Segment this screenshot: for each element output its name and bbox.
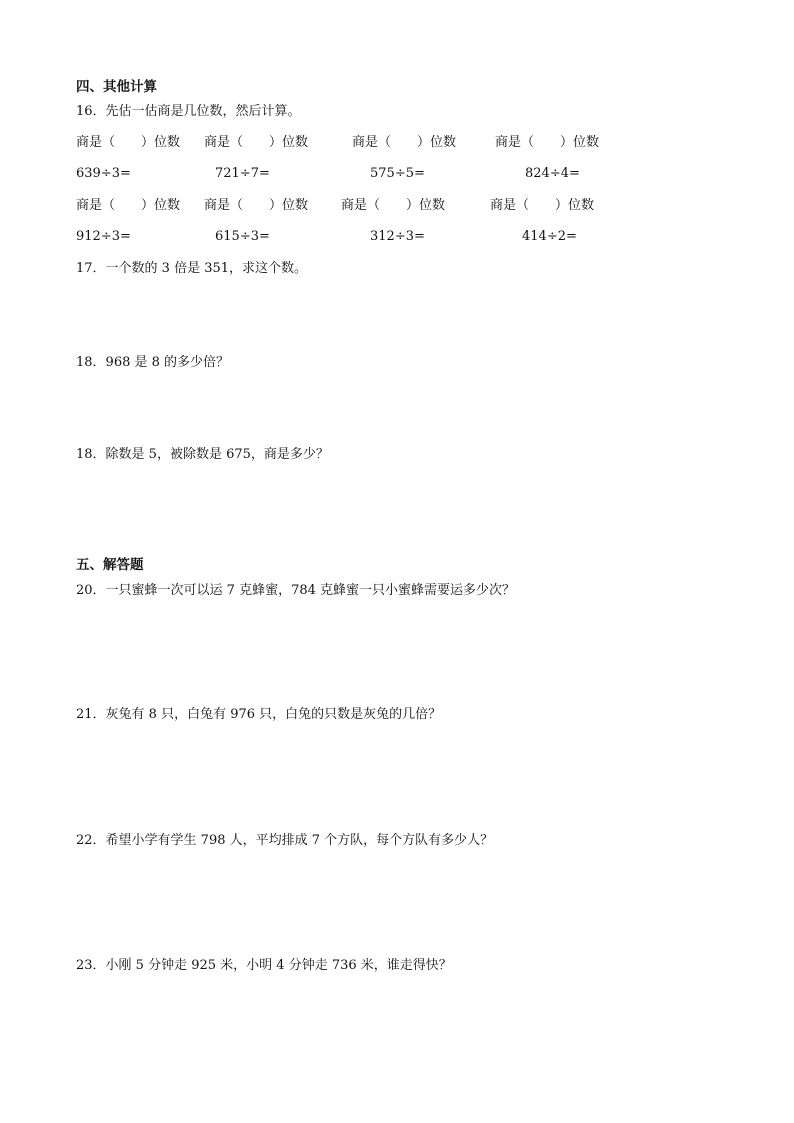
- q16-row2-expr-3: 312÷3=: [370, 229, 425, 244]
- section-4-heading: 四、其他计算: [76, 79, 157, 95]
- q16-row2-label-2: 商是（ ）位数: [204, 198, 309, 213]
- question-20: 20．一只蜜蜂一次可以运 7 克蜂蜜，784 克蜂蜜一只小蜜蜂需要运多少次？: [76, 583, 516, 598]
- q16-row1-label-1: 商是（ ）位数: [76, 135, 181, 150]
- q16-row2-expr-4: 414÷2=: [522, 229, 577, 244]
- question-16-prompt: 16．先估一估商是几位数，然后计算。: [76, 104, 301, 119]
- q16-row1-expr-4: 824÷4=: [525, 166, 580, 181]
- q16-row1-label-4: 商是（ ）位数: [495, 135, 600, 150]
- question-18b: 18．除数是 5，被除数是 675，商是多少？: [76, 447, 329, 462]
- q16-row2-label-1: 商是（ ）位数: [76, 198, 181, 213]
- question-23: 23．小刚 5 分钟走 925 米，小明 4 分钟走 736 米，谁走得快？: [76, 958, 452, 973]
- q16-row1-expr-1: 639÷3=: [76, 166, 131, 181]
- q16-row1-label-3: 商是（ ）位数: [352, 135, 457, 150]
- q16-row1-expr-3: 575÷5=: [370, 166, 425, 181]
- q16-row2-expr-1: 912÷3=: [76, 229, 131, 244]
- q16-row1-label-2: 商是（ ）位数: [204, 135, 309, 150]
- q16-row2-expr-2: 615÷3=: [215, 229, 270, 244]
- question-22: 22．希望小学有学生 798 人，平均排成 7 个方队，每个方队有多少人？: [76, 833, 494, 848]
- question-17: 17．一个数的 3 倍是 351，求这个数。: [76, 261, 308, 276]
- question-21: 21．灰兔有 8 只，白兔有 976 只，白兔的只数是灰兔的几倍？: [76, 707, 442, 722]
- q16-row1-expr-2: 721÷7=: [215, 166, 270, 181]
- q16-row2-label-4: 商是（ ）位数: [490, 198, 595, 213]
- question-18a: 18．968 是 8 的多少倍？: [76, 355, 230, 370]
- q16-row2-label-3: 商是（ ）位数: [341, 198, 446, 213]
- section-5-heading: 五、解答题: [76, 557, 144, 573]
